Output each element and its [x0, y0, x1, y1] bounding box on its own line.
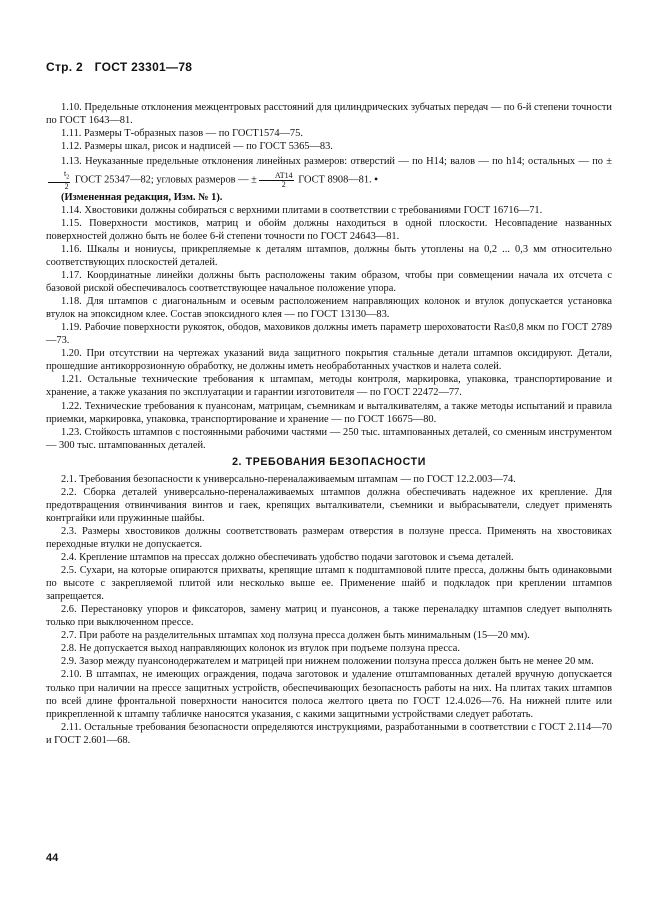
paragraph-1-11: 1.11. Размеры Т-образных пазов — по ГОСТ1574—75.: [61, 128, 303, 140]
paragraph-2-10: 2.10. В штампах, не имеющих ограждения, подача заготовок и удаление отштампованных деталей вручную допускается только при наличии на прессе защитных устройств, обеспечивающих безопасность работы на них. На плитах таких штампов по всей длине фронтальной поверхности наносится полоса желтого цвета по ГОСТ 12.4.026—76. На нижней плите или прикрепленной к штампу табличке наносятся указания, с какими защитными устройствами следует работать.: [46, 669, 612, 720]
fraction-numerator-subscript: 2: [66, 174, 70, 181]
fraction-denominator-2: 2: [281, 179, 286, 189]
paragraph-2-6: 2.6. Перестановку упоров и фиксаторов, замену матриц и пуансонов, а также переналадку штампов следует выполнять только при выключенном прессе.: [46, 604, 612, 629]
tolerance-fraction-at: [259, 172, 294, 189]
paragraph-2-5: 2.5. Сухари, на которые опираются прихваты, крепящие штамп к подштамповой плите пресса, должны быть одинаковыми по высоте с закрепляемой плитой или несколько выше ее. Применение шайб и подкладок при креплении штампов запрещается.: [46, 565, 612, 603]
paragraph-1-12: 1.12. Размеры шкал, рисок и надписей — по ГОСТ 5365—83.: [61, 141, 333, 153]
page-number: 44: [46, 852, 59, 864]
paragraph-1-21: 1.21. Остальные технические требования к штампам, методы контроля, маркировка, упаковка, транспортирование и хранение, а также указания по эксплуатации и гарантии изготовителя — по ГОСТ 22472—77.: [46, 374, 612, 399]
paragraph-2-8: 2.8. Не допускается выход направляющих колонок из втулок при подъеме ползуна пресса.: [61, 643, 460, 655]
paragraph-1-13-part-b: ГОСТ 25347—82; угловых размеров — ±: [72, 174, 257, 186]
paragraph-1-10: 1.10. Предельные отклонения межцентровых расстояний для цилиндрических зубчатых передач — по 6-й степени точности по ГОСТ 1643—81.: [46, 102, 612, 127]
paragraph-1-23: 1.23. Стойкость штампов с постоянными рабочими частями — 250 тыс. штампованных деталей, со сменным инструментом — 300 тыс. штампованных деталей.: [46, 426, 612, 451]
paragraph-2-4: 2.4. Крепление штампов на прессах должно обеспечивать удобство подачи заготовок и съема деталей.: [61, 552, 514, 564]
paragraph-2-3: 2.3. Размеры хвостовиков должны соответствовать размерам отверстия в ползуне пресса. Применять на хвостовиках переходные втулки не допускается.: [46, 525, 612, 550]
paragraph-1-17: 1.17. Координатные линейки должны быть расположены таким образом, чтобы при совмещении начала их отсчета с базовой риской обеспечивалось соответствующее начальное положение упора.: [46, 270, 612, 295]
page-label: Стр. 2: [46, 60, 84, 74]
paragraph-2-1: 2.1. Требования безопасности к универсально-переналаживаемым штампам — по ГОСТ 12.2.003—74.: [61, 473, 516, 485]
paragraph-2-11: 2.11. Остальные требования безопасности определяются инструкциями, разработанными в соответствии с ГОСТ 2.114—70 и ГОСТ 2.601—68.: [46, 721, 612, 746]
paragraph-1-13-part-a: 1.13. Неуказанные предельные отклонения линейных размеров: отверстий — по Н14; валов — по h14; остальных — по ±: [61, 156, 612, 168]
paragraph-1-19: 1.19. Рабочие поверхности рукояток, ободов, маховиков должны иметь параметр шероховатости Ra≤0,8 мкм по ГОСТ 2789—73.: [46, 322, 612, 347]
paragraph-1-20: 1.20. При отсутствии на чертежах указаний вида защитного покрытия стальные детали штампов оксидируют. Детали, прошедшие антикоррозионную обработку, не должны иметь необработанных участков и налета солей.: [46, 348, 612, 373]
standard-number: ГОСТ 23301—78: [94, 60, 193, 74]
page-header: [46, 60, 200, 74]
paragraph-1-22: 1.22. Технические требования к пуансонам, матрицам, съемникам и выталкивателям, а также методы испытаний и правила приемки, маркировка, упаковка, транспортирование и хранение — по ГОСТ 16675—80.: [46, 400, 612, 425]
fraction-numerator-t: t: [64, 169, 67, 179]
paragraph-2-7: 2.7. При работе на разделительных штампах ход ползуна пресса должен быть минимальным (15—20 мм).: [61, 630, 530, 642]
paragraph-1-18: 1.18. Для штампов с диагональным и осевым расположением направляющих колонок и втулок допускается установка втулок на эпоксидном клее. Состав эпоксидного клея — по ГОСТ 13130—83.: [46, 296, 612, 321]
paragraph-1-13: [46, 153, 612, 191]
edit-note: [46, 191, 612, 204]
edit-note-text: (Измененная редакция, Изм. № 1).: [61, 191, 223, 203]
paragraph-1-15: 1.15. Поверхности мостиков, матриц и обойм должны находиться в одной плоскости. Несовпадение названных поверхностей должно быть не более 6-й степени точности по ГОСТ 24643—81.: [46, 217, 612, 242]
paragraph-1-14: 1.14. Хвостовики должны собираться с верхними плитами в соответствии с требованиями ГОСТ 16716—71.: [61, 204, 543, 216]
tolerance-fraction-it: [48, 170, 70, 191]
paragraph-1-13-part-c: ГОСТ 8908—81.: [295, 174, 372, 186]
section-2-title: 2. ТРЕБОВАНИЯ БЕЗОПАСНОСТИ: [232, 455, 426, 468]
paragraph-2-2: 2.2. Сборка деталей универсально-переналаживаемых штампов должна обеспечивать надежное их крепление. Для предотвращения отвинчивания винтов и гаек, крепящих выталкиватели, съемники и выбрасыватели, следует применять контргайки или пружинные шайбы.: [46, 486, 612, 524]
paragraph-2-9: 2.9. Зазор между пуансонодержателем и матрицей при нижнем положении ползуна пресса должен быть не менее 20 мм.: [61, 656, 594, 668]
fraction-numerator-at14: AT14: [259, 172, 294, 181]
document-body: [46, 101, 612, 747]
paragraph-1-16: 1.16. Шкалы и нониусы, прикрепляемые к деталям штампов, должны быть утоплены на 0,2 ... 0,3 мм относительно соответствующих плоскостей деталей.: [46, 243, 612, 269]
bullet-mark: •: [374, 174, 378, 186]
fraction-denominator: 2: [64, 181, 69, 191]
